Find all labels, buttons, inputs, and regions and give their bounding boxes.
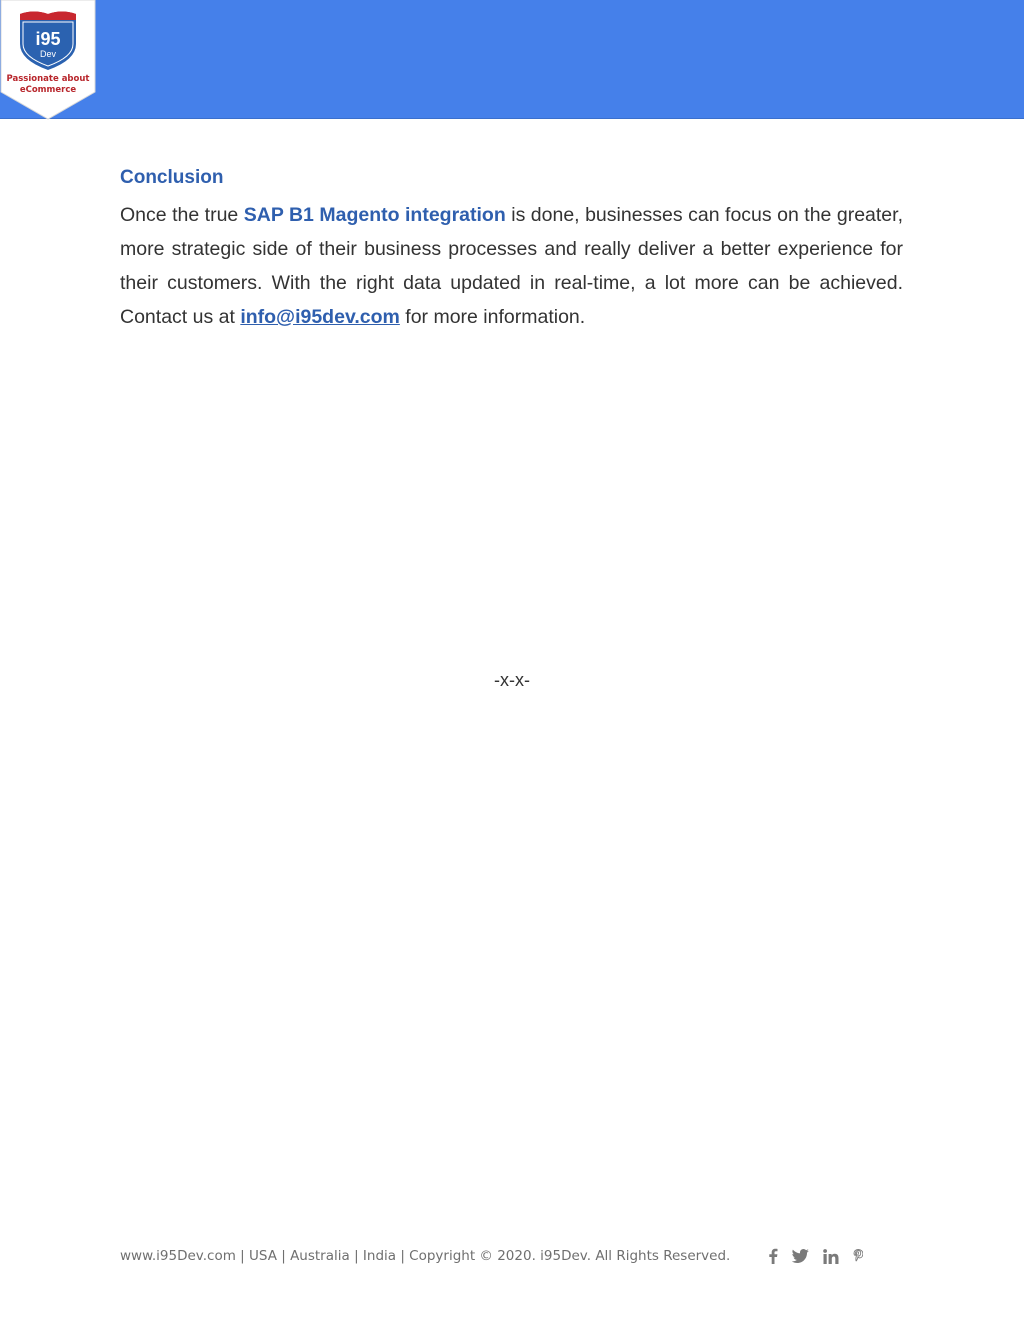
email-link[interactable]: info@i95dev.com — [240, 306, 400, 328]
conclusion-section — [120, 164, 903, 334]
conclusion-paragraph — [120, 198, 903, 334]
logo-badge-icon — [0, 0, 96, 120]
paragraph-text-2: is done, businesses can focus on the greater, more strategic side of their business processes and really deliver a better experience for their customers. With the right data updated in real-time, a lot more can be achieved. Contact us at — [120, 204, 903, 328]
footer-text: www.i95Dev.com | USA | Australia | India | Copyright © 2020. i95Dev. All Rights Reserved. — [120, 1248, 731, 1264]
logo-tagline-line2: eCommerce — [19, 85, 77, 95]
logo-brand-top: i95 — [35, 29, 61, 49]
end-mark: -x-x- — [494, 670, 530, 690]
paragraph-text-3: for more information. — [399, 306, 586, 328]
logo-tagline-line1: Passionate about — [6, 74, 90, 84]
twitter-icon[interactable] — [792, 1249, 809, 1263]
logo[interactable] — [0, 0, 96, 120]
section-heading: Conclusion — [120, 167, 224, 188]
linkedin-icon[interactable] — [823, 1249, 839, 1264]
paragraph-text-1: Once the true — [120, 204, 244, 226]
pinterest-icon[interactable] — [853, 1249, 863, 1263]
header-band — [0, 0, 1024, 119]
footer — [120, 1244, 900, 1268]
facebook-icon[interactable] — [768, 1248, 778, 1264]
logo-brand-bottom: Dev — [39, 49, 57, 59]
social-icons — [768, 1248, 863, 1264]
sap-b1-magento-link[interactable]: SAP B1 Magento integration — [243, 204, 506, 226]
